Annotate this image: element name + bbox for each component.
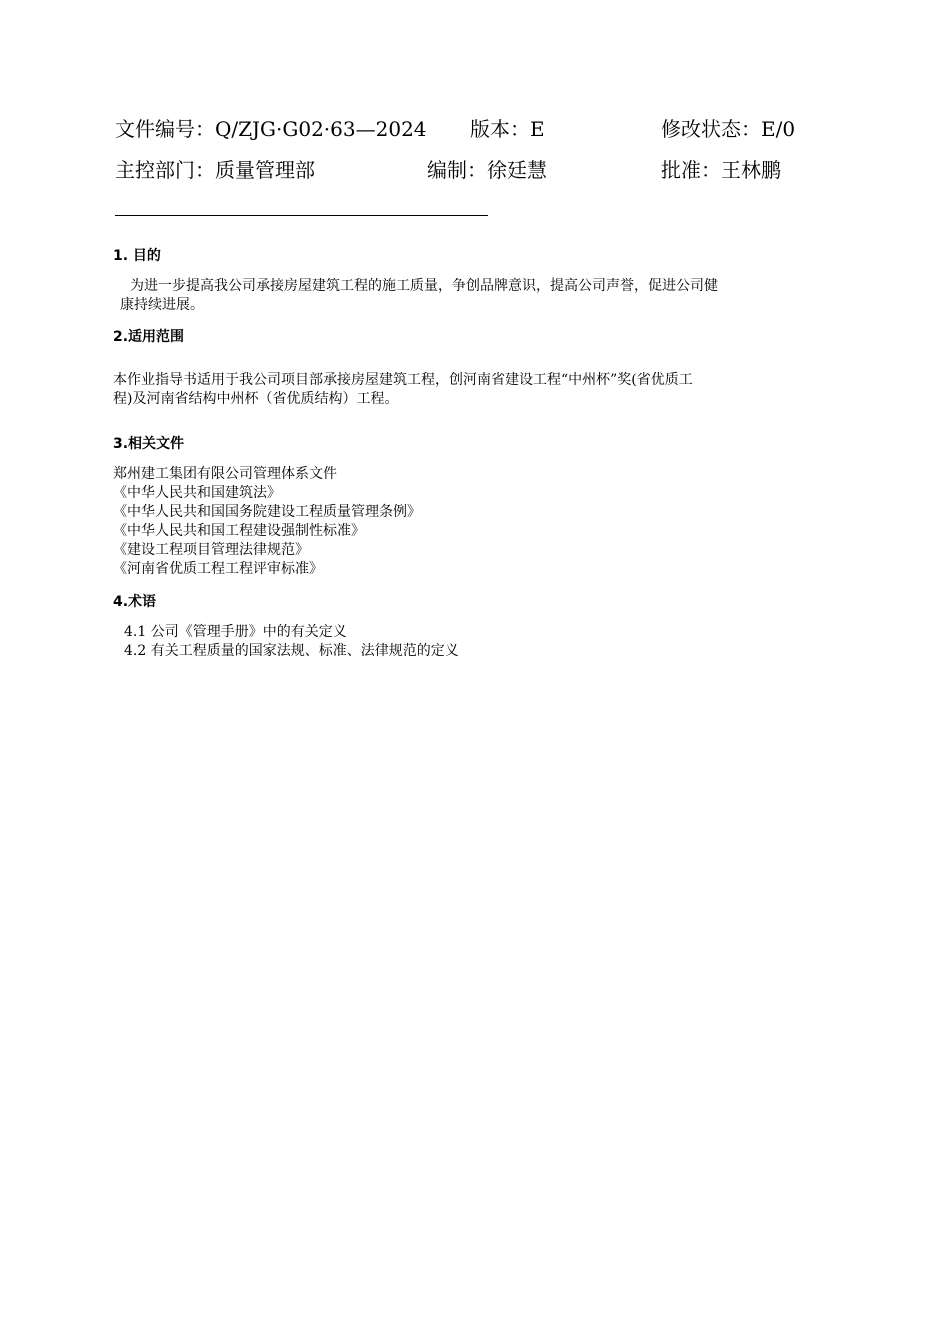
section-title-scope: 2.适用范围 bbox=[113, 329, 185, 345]
header-divider bbox=[115, 215, 488, 216]
list-item: 《中华人民共和国工程建设强制性标准》 bbox=[113, 523, 365, 539]
file-number: 文件编号：Q/ZJG·G02·63—2024 bbox=[115, 117, 427, 141]
section-title-terms: 4.术语 bbox=[113, 594, 157, 610]
scope-text-line1: 本作业指导书适用于我公司项目部承接房屋建筑工程，创河南省建设工程“中州杯”奖(省优质工 bbox=[113, 372, 693, 388]
scope-text-line2: 程)及河南省结构中州杯（省优质结构）工程。 bbox=[113, 391, 399, 407]
list-item: 《中华人民共和国建筑法》 bbox=[113, 485, 281, 501]
version-label: 版本：E bbox=[470, 117, 545, 141]
revision-status: 修改状态：E/0 bbox=[661, 117, 796, 141]
section-title-purpose: 1. 目的 bbox=[113, 248, 161, 264]
purpose-text-line2: 康持续进展。 bbox=[120, 297, 204, 313]
terms-list bbox=[124, 623, 459, 661]
list-item: 郑州建工集团有限公司管理体系文件 bbox=[113, 466, 337, 482]
list-item: 《中华人民共和国国务院建设工程质量管理条例》 bbox=[113, 504, 421, 520]
related-docs-list bbox=[113, 465, 421, 579]
list-item: 4.2 有关工程质量的国家法规、标准、法律规范的定义 bbox=[124, 643, 459, 659]
list-item: 《河南省优质工程工程评审标准》 bbox=[113, 561, 323, 577]
editor-label: 编制：徐廷慧 bbox=[427, 158, 547, 182]
purpose-text-line1: 为进一步提高我公司承接房屋建筑工程的施工质量，争创品牌意识，提高公司声誉，促进公司健 bbox=[130, 278, 718, 294]
list-item: 4.1 公司《管理手册》中的有关定义 bbox=[124, 624, 347, 640]
approver-label: 批准：王林鹏 bbox=[661, 158, 781, 182]
responsible-department: 主控部门：质量管理部 bbox=[115, 158, 315, 182]
list-item: 《建设工程项目管理法律规范》 bbox=[113, 542, 309, 558]
section-title-related-docs: 3.相关文件 bbox=[113, 436, 185, 452]
